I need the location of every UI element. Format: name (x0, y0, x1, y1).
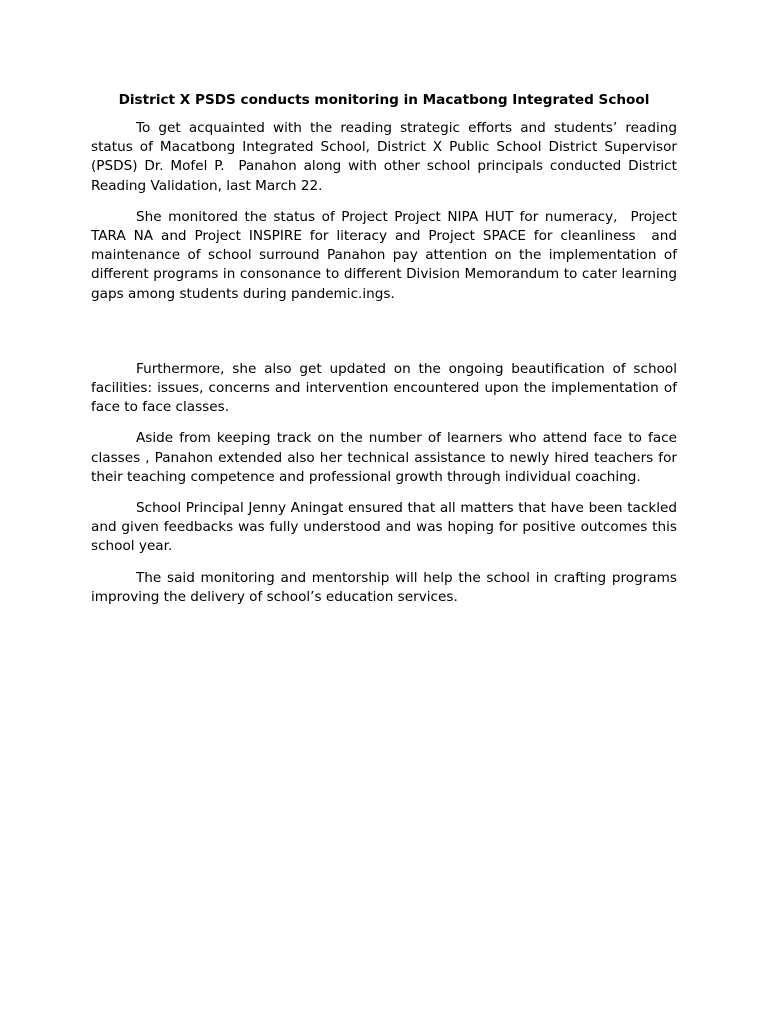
blank-gap (91, 316, 677, 360)
paragraph-technical-assistance: Aside from keeping track on the number of learners who attend face to face classes , Panahon extended also her technical assistance to newly hired teachers for their teaching competence and professional growth through individual coaching. (91, 430, 682, 485)
paragraph-projects: She monitored the status of Project Project NIPA HUT for numeracy, Project TARA NA and Project INSPIRE for literacy and Project SPACE for cleanliness and maintenance of school surround Panahon pay attention on the implementation of different programs in consonance to different Division Memorandum to cater learning gaps among students during pandemic.ings. (91, 208, 682, 302)
paragraph-beautification: Furthermore, she also get updated on the ongoing beautification of school facilities: issues, concerns and intervention encountered upon the implementation of face to face classes. (91, 360, 682, 416)
paragraph-principal: School Principal Jenny Aningat ensured that all matters that have been tackled and given feedbacks was fully understood and was hoping for positive outcomes this school year. (91, 500, 682, 555)
paragraph-conclusion: The said monitoring and mentorship will help the school in crafting programs improving the delivery of school’s education services. (91, 569, 682, 605)
paragraph-intro: To get acquainted with the reading strategic efforts and students’ reading status of Macatbong Integrated School, District X Public School District Supervisor (PSDS) Dr. Mofel P. Panahon along with other school principals conducted District Reading Validation, last March 22. (91, 120, 682, 194)
document-title: District X PSDS conducts monitoring in Macatbong Integrated School (118, 92, 650, 108)
document-page (91, 90, 682, 619)
